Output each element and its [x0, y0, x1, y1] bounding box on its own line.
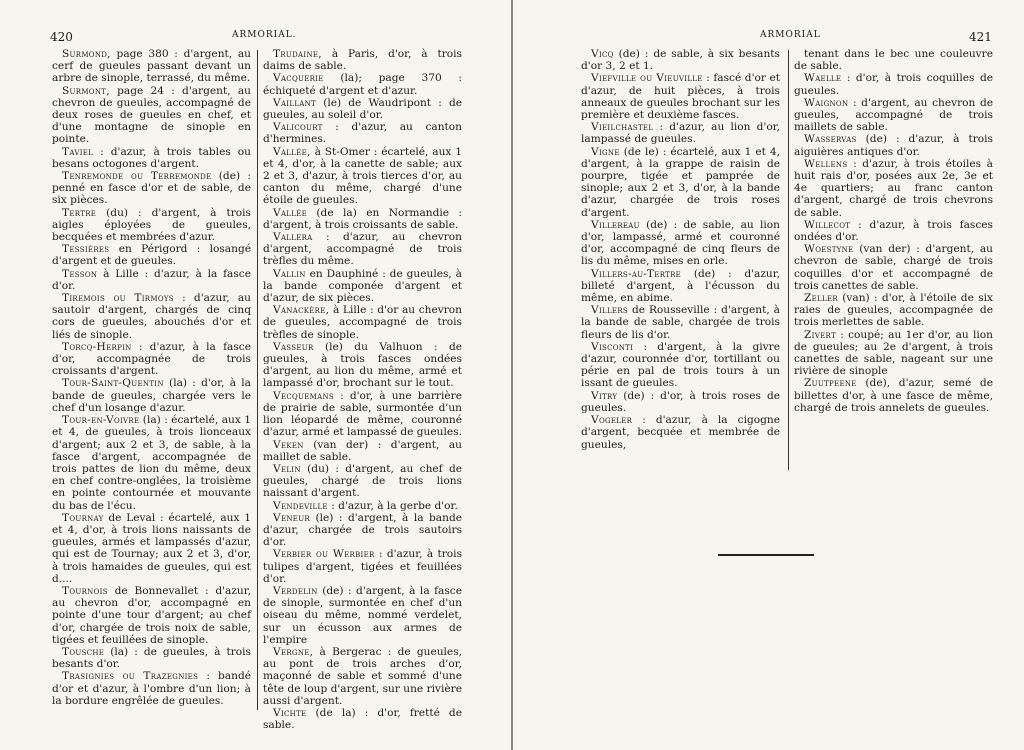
armorial-entry	[263, 146, 462, 207]
armorial-entry	[52, 646, 251, 670]
entry-name: Verdelin	[273, 584, 318, 597]
entry-blazon: à St-Omer : écartelé, aux 1 et 4, d'or, à la canette de sable; aux 2 et 3, d'azur, à trois tierces d'or, au canton du même, chargé d'une étoile de gueules.	[263, 145, 462, 207]
armorial-entry	[52, 268, 251, 292]
armorial-entry	[581, 304, 780, 341]
armorial-entry	[794, 329, 993, 378]
entry-name: Villers	[591, 304, 628, 317]
entry-name: Trasignies ou Trazegnies	[62, 670, 199, 683]
entry-name: Tesson	[62, 267, 98, 280]
entry-name: Veken	[273, 438, 304, 451]
entry-blazon: à Lille : d'azur, à la fasce d'or.	[52, 267, 251, 292]
entry-name: Tournois	[62, 584, 108, 597]
entry-blazon: en Dauphiné : de gueules, à la bande componée d'argent et d'azur, de six pièces.	[263, 267, 462, 305]
entry-blazon: (de) : de sable, à six besants d'or 3, 2 et 1.	[581, 48, 780, 73]
entry-name: Vacquerie	[273, 72, 324, 85]
entry-name: Vallera	[273, 231, 313, 244]
armorial-entry	[52, 585, 251, 646]
entry-blazon: (la) : de gueules, à trois besants d'or.	[52, 645, 251, 671]
entry-name: Torcq-Herpin	[62, 340, 132, 353]
running-head: ARMORIAL	[760, 30, 821, 40]
armorial-entry	[794, 133, 993, 157]
page-number: 421	[969, 30, 992, 44]
entry-blazon: (de la) : d'or, fretté de sable.	[263, 706, 462, 732]
entry-name: Trudaine,	[273, 48, 322, 60]
armorial-entry	[263, 439, 462, 463]
armorial-entry	[52, 48, 251, 85]
armorial-entry	[581, 341, 780, 390]
entry-name: Tousche	[62, 645, 105, 658]
right-page	[513, 0, 1024, 750]
armorial-entry	[263, 207, 462, 231]
armorial-entry	[263, 268, 462, 305]
entry-blazon: : d'argent, au chevron de gueules, accompagné de trois maillets de sable.	[794, 96, 993, 134]
armorial-entry	[263, 97, 462, 121]
entry-name: Valicourt	[273, 121, 323, 134]
entry-name: Surmont,	[62, 84, 110, 97]
entry-name: Villereau	[591, 218, 640, 231]
entry-blazon: : fascé d'or et d'azur, de huit pièces, à trois anneaux de gueules brochant sur les première et deuxième fasces.	[581, 72, 781, 122]
entry-name: Surmond,	[62, 48, 111, 60]
entry-blazon: à Paris, d'or, à trois daims de sable.	[263, 48, 462, 73]
entry-blazon: de Rousseville : d'argent, à la bande de sable, chargée de trois fleurs de lis d'or.	[581, 304, 780, 341]
entry-name: Zuutpeene	[804, 377, 857, 390]
entry-name: Vendeville	[273, 499, 328, 512]
armorial-entry	[581, 219, 780, 268]
armorial-entry	[263, 72, 462, 96]
entry-blazon: (de le) : écartelé, aux 1 et 4, d'argent, à la grappe de raisin de pourpre, tigée et pamprée de sinople; aux 2 et 3, d'or, à la bande d'azur, chargée de trois roses d'argent.	[581, 145, 780, 219]
entry-blazon: (de) : de sable, au lion d'or, lampassé, armé et couronné d'or, accompagné de cinq fleurs de lis du même, mises en orle.	[581, 218, 780, 268]
entry-blazon: (de) : d'or, à trois roses de gueules.	[581, 389, 780, 414]
entry-name: Vanackère,	[273, 304, 330, 317]
entry-blazon: (de) : penné en fasce d'or et de sable, de six pièces.	[52, 170, 251, 207]
armorial-entry	[52, 292, 251, 341]
entry-name: Tiremois ou Tirmoys	[62, 292, 174, 305]
armorial-entry	[581, 390, 780, 414]
entry-blazon: : coupé; au 1er d'or, au lion de gueules; au 2e d'argent, à trois canettes de sable, nageant sur une rivière de sinople	[794, 328, 993, 378]
column-divider	[257, 50, 258, 710]
entry-name: Vallin	[273, 267, 306, 280]
entry-name: Wellens	[804, 157, 848, 170]
armorial-entry	[794, 97, 993, 134]
entry-name: Zivert	[804, 328, 836, 341]
armorial-entry	[581, 268, 780, 305]
left-page-column-1	[52, 48, 251, 707]
column-divider	[788, 50, 789, 470]
entry-name: Taviel	[62, 145, 94, 158]
entry-name: Vasseur	[273, 340, 314, 353]
entry-blazon: : d'azur, à la cigogne d'argent, becquée et membrée de gueules,	[581, 414, 780, 451]
armorial-entry	[263, 646, 462, 707]
entry-name: Tour-Saint-Quentin	[62, 377, 164, 390]
entry-blazon: : d'azur, à trois tables ou besans octogones d'argent.	[52, 145, 251, 170]
armorial-entry	[52, 512, 251, 585]
entry-blazon: (van der) : d'argent, au maillet de sable.	[263, 438, 462, 463]
armorial-entry	[263, 48, 462, 72]
entry-name: Velin	[273, 462, 301, 475]
entry-blazon: : d'azur, au canton d'hermines.	[263, 121, 462, 146]
armorial-entry	[52, 85, 251, 146]
entry-blazon: (la) : d'or, à la bande de gueules, chargée vers le chef d'un losange d'azur.	[52, 377, 251, 414]
entry-name: Vergne,	[273, 645, 314, 658]
armorial-entry	[794, 72, 993, 96]
entry-blazon: : d'or, à trois coquilles de gueules.	[794, 72, 993, 97]
entry-blazon: : d'azur, à la gerbe d'or.	[327, 499, 458, 512]
entry-name: Tertre	[62, 206, 97, 219]
entry-blazon: : d'azur, au chevron d'argent, accompagné de trois trèfles du même.	[263, 231, 462, 268]
entry-name: Tournay	[62, 511, 104, 524]
entry-blazon: : d'azur, au lion d'or, lampassé de gueules.	[581, 121, 780, 146]
armorial-entry	[263, 512, 462, 549]
entry-name: Vigne	[591, 145, 620, 158]
armorial-entry	[52, 377, 251, 414]
end-rule	[718, 554, 814, 556]
armorial-entry	[581, 414, 780, 451]
entry-name: Vichte	[273, 706, 307, 719]
armorial-entry	[794, 158, 993, 219]
entry-blazon: (du) : d'argent, à trois aigles éployées de gueules, becquées et membrées d'azur.	[52, 206, 251, 244]
entry-blazon: (le) du Valhuon : de gueules, à trois fasces ondées d'argent, au lion du même, armé et lampassé d'or, brochant sur le tout.	[263, 340, 462, 390]
entry-blazon: à Lille : d'or au chevron de gueules, accompagné de trois trèfles de sinople.	[263, 304, 462, 341]
armorial-entry	[794, 219, 993, 243]
armorial-entry	[263, 463, 462, 500]
entry-blazon: (van) : d'or, à l'étoile de six raies de gueules, accompagnée de trois merlettes de sable.	[794, 292, 993, 329]
armorial-entry	[581, 146, 780, 219]
entry-name: Vaillant	[273, 96, 317, 109]
armorial-entry	[52, 414, 251, 512]
entry-blazon: (de la) en Normandie : d'argent, à trois croissants de sable.	[263, 206, 462, 231]
entry-name: Waignon	[804, 96, 849, 109]
entry-name: Veneur	[273, 511, 310, 524]
armorial-entry	[581, 48, 780, 72]
entry-name: Vecquemans	[273, 389, 335, 402]
entry-blazon: (de), d'azur, semé de billettes d'or, à une fasce de même, chargé de trois annelets de gueules.	[794, 377, 993, 414]
entry-blazon: page 380 : d'argent, au cerf de gueules passant devant un arbre de sinople, terrassé, du même.	[52, 48, 251, 85]
right-page-column-2	[794, 48, 993, 414]
entry-name: Vieilchastel	[591, 121, 654, 134]
armorial-entry	[263, 341, 462, 390]
armorial-entry	[52, 670, 251, 707]
armorial-entry	[581, 121, 780, 145]
entry-blazon: en Périgord : losangé d'argent et de gueules.	[52, 243, 251, 268]
entry-blazon: tenant dans le bec une couleuvre de sable.	[794, 48, 993, 73]
entry-blazon: de Bonnevallet : d'azur, au chevron d'or, accompagné en pointe d'une tour d'argent; au chef d'or, chargée de trois noix de sable, tigées et feuillées de sinople.	[52, 584, 251, 646]
entry-blazon: page 24 : d'argent, au chevron de gueules, accompagné de deux roses de gueules en chef, et d'une montagne de sinople en pointe.	[52, 84, 251, 146]
entry-name: Tenremonde ou Terremonde	[62, 170, 212, 183]
entry-blazon: (de) : d'azur, billeté d'argent, à l'écusson du même, en abime.	[581, 267, 780, 305]
entry-blazon: : d'azur, à trois tulipes d'argent, tigées et feuillées d'or.	[263, 548, 463, 585]
armorial-entry	[263, 500, 462, 512]
entry-name: Vogeler	[591, 414, 633, 427]
entry-name: Vallée,	[273, 145, 311, 158]
armorial-entry	[263, 231, 462, 268]
entry-name: Villers-au-Tertre	[591, 267, 682, 280]
entry-name: Viefville ou Vieuville	[591, 72, 703, 85]
entry-name: Vitry	[591, 389, 618, 402]
armorial-entry	[263, 548, 462, 585]
entry-blazon: : d'azur, au sautoir d'argent, chargés de cinq cors de gueules, abouchés d'or et liés de sinople.	[52, 292, 251, 341]
armorial-entry	[52, 243, 251, 267]
armorial-entry	[263, 585, 462, 646]
armorial-entry	[263, 121, 462, 145]
page-number: 420	[50, 30, 73, 44]
entry-blazon: de Leval : écartelé, aux 1 et 4, d'or, à trois lions naissants de gueules, armés et lampassés d'azur, qui est de Tournay; aux 2 et 3, d'or, à trois hamaides de gueules, qui est d....	[52, 511, 251, 585]
entry-name: Vallée	[273, 206, 308, 219]
left-page	[0, 0, 511, 750]
entry-blazon: (le) : d'argent, à la bande d'azur, chargée de trois sautoirs d'or.	[263, 511, 462, 549]
entry-blazon: (la); page 370 : échiqueté d'argent et d'azur.	[263, 72, 462, 97]
entry-blazon: : bandé d'or et d'azur, à l'ombre d'un lion; à la bordure engrêlée de gueules.	[52, 670, 252, 707]
armorial-entry	[52, 170, 251, 207]
entry-blazon: (le) de Waudripont : de gueules, au soleil d'or.	[263, 96, 462, 122]
entry-name: Zeller	[804, 292, 838, 305]
entry-name: Vicq	[591, 48, 614, 60]
entry-name: Willecot	[804, 218, 851, 231]
armorial-entry	[52, 341, 251, 378]
running-head: ARMORIAL.	[232, 30, 297, 40]
entry-blazon: (du) : d'argent, au chef de gueules, chargé de trois lions naissant d'argent.	[263, 462, 462, 500]
entry-blazon: : d'azur, à la fasce d'or, accompagnée de trois croissants d'argent.	[52, 340, 251, 378]
entry-name: Tour-en-Voivre	[62, 414, 140, 427]
entry-name: Waelle	[804, 72, 842, 85]
entry-blazon: à Bergerac : de gueules, au pont de trois arches d'or, maçonné de sable et sommé d'une tête de loup d'argent, sur une rivière aussi d'argent.	[263, 645, 462, 707]
entry-blazon: : d'argent, à la givre d'azur, couronnée d'or, tortillant ou périe en pal de trois tours à un issant de gueules.	[581, 340, 780, 390]
right-page-column-1	[581, 48, 780, 451]
armorial-entry	[263, 304, 462, 341]
entry-blazon: (van der) : d'argent, au chevron de sable, chargé de trois coquilles d'or et accompagné de trois canettes de sable.	[794, 243, 993, 292]
entry-blazon: (de) : d'azur, à trois aiguières antiques d'or.	[794, 133, 993, 158]
armorial-entry	[263, 390, 462, 439]
entry-name: Tessières	[62, 243, 110, 256]
entry-blazon: (la) : écartelé, aux 1 et 4, de gueules, à trois lionceaux d'argent; aux 2 et 3, de sable, à la fasce d'argent, accompagnée de trois pattes de lion du même, deux en chef contre-onglées, la troisième en pointe contournée et mouvante du bas de l'écu.	[52, 414, 251, 512]
entry-name: Verbier ou Werbier	[273, 548, 375, 561]
armorial-entry	[794, 48, 993, 72]
left-page-column-2	[263, 48, 462, 731]
armorial-entry	[263, 707, 462, 731]
entry-name: Woestyne	[804, 243, 854, 256]
entry-name: Wasservas	[804, 133, 857, 146]
entry-blazon: : d'azur, à trois étoiles à huit rais d'or, posées aux 2e, 3e et 4e quartiers; au franc canton d'argent, chargé de trois chevrons de sable.	[794, 157, 993, 219]
entry-blazon: (de) : d'argent, à la fasce de sinople, surmontée en chef d'un oiseau du même, nommé verdelet, sur un écusson aux armes de l'empire	[263, 584, 462, 646]
entry-name: Visconti	[591, 340, 634, 353]
armorial-entry	[794, 377, 993, 414]
armorial-entry	[794, 243, 993, 292]
armorial-entry	[52, 146, 251, 170]
armorial-entry	[52, 207, 251, 244]
entry-blazon: : d'or, à une barrière de prairie de sable, surmontée d'un lion léopardé de même, couronné d'azur, armé et lampassé de gueules.	[263, 389, 462, 439]
armorial-entry	[794, 292, 993, 329]
entry-blazon: : d'azur, à trois fasces ondées d'or.	[794, 218, 993, 244]
armorial-entry	[581, 72, 780, 121]
